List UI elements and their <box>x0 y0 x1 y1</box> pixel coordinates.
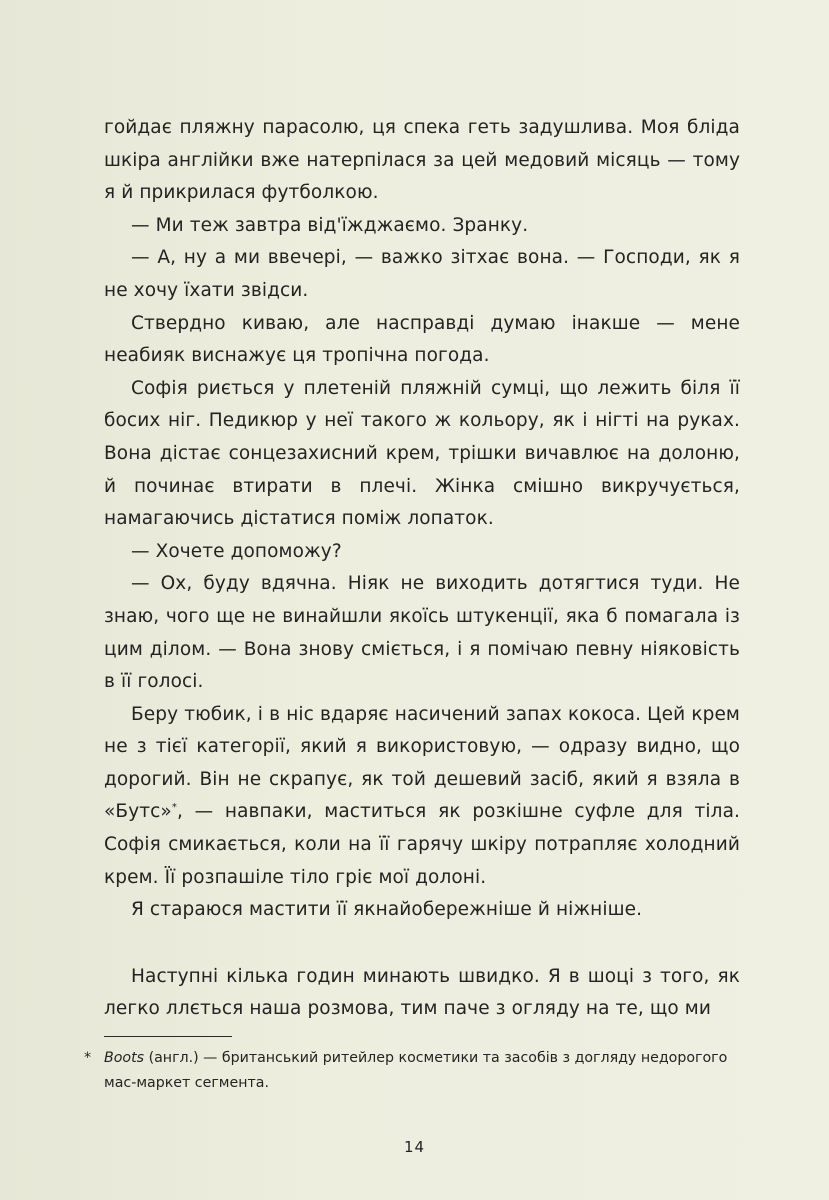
footnote <box>84 1046 740 1095</box>
paragraph-continuation: гойдає пляжну парасолю, ця спека геть задушлива. Моя бліда шкіра англійки вже натерпілася за цей медовий місяць — тому я й прикрилася футболкою. <box>104 117 740 204</box>
paragraph-part: , — навпаки, маститься як розкішне суфле для тіла. Софія смикається, коли на її гарячу шкіру потрапляє холодний крем. Її розпашіле тіло гріє мої долоні. <box>104 801 740 888</box>
footnote-marker: * <box>84 1050 92 1066</box>
footnote-text: (англ.) — британський ритейлер косметики та засобів з догляду недорогого мас-маркет сегмента. <box>104 1050 728 1091</box>
body-text <box>104 112 740 1026</box>
dialogue-line: — А, ну а ми ввечері, — важко зітхає вона. — Господи, як я не хочу їхати звідси. <box>104 247 740 301</box>
paragraph: Софія риється у плетеній пляжній сумці, що лежить біля її босих ніг. Педикюр у неї такого ж кольору, як і нігті на руках. Вона дістає сонцезахисний крем, трішки вичавлює на долоню, й починає втирати в плечі. Жінка смішно викручується, намагаючись дістатися поміж лопаток. <box>104 377 740 530</box>
paragraph: Наступні кілька годин минають швидко. Я в шоці з того, як легко ллється наша розмова, тим паче з огляду на те, що ми <box>104 965 740 1020</box>
footnote-reference: * <box>171 802 177 814</box>
paragraph-with-footnote <box>104 699 740 895</box>
dialogue-line: — Ми теж завтра від'їжджаємо. Зранку. <box>131 214 529 236</box>
paragraph-part: Беру тюбик, і в ніс вдаряє насичений запах кокоса. Цей крем не з тієї категорії, який я використовую, — одразу видно, що дорогий. Він не скрапує, як той дешевий засіб, який я взяла в «Бутс» <box>104 703 740 823</box>
page-number: 14 <box>403 1138 426 1156</box>
dialogue-line: — Хочете допоможу? <box>131 540 342 562</box>
paragraph: Я стараюся мастити її якнайобережніше й ніжніше. <box>131 899 643 921</box>
dialogue-line: — Ох, буду вдячна. Ніяк не виходить дотягтися туди. Не знаю, чого ще не винайшли якоїсь штукенції, яка б помагала із цим ділом. — Вона знову сміється, і я помічаю певну ніяковість в її голосі. <box>104 573 740 693</box>
footnote-term: Boots <box>104 1050 145 1066</box>
footnote-divider <box>104 1036 232 1037</box>
paragraph: Ствердно киваю, але насправді думаю інакше — мене неабияк виснажує ця тропічна погода. <box>104 312 740 367</box>
